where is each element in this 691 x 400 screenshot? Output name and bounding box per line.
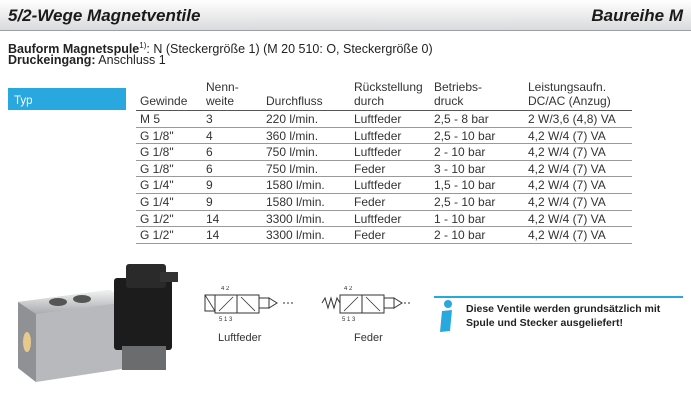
table-cell: 4,2 W/4 (7) VA	[528, 128, 606, 143]
pressure-label: Druckeingang:	[8, 53, 96, 67]
table-cell: G 1/4"	[140, 194, 174, 209]
table-cell: 6	[206, 161, 213, 176]
typ-header	[8, 88, 126, 110]
table-cell: G 1/8"	[140, 161, 174, 176]
table-cell: 750 l/min.	[266, 145, 319, 160]
table-cell: Feder	[354, 228, 386, 243]
table-row	[136, 194, 632, 211]
header-durchfluss: Durchfluss	[266, 94, 323, 108]
delivery-notice	[434, 296, 683, 336]
pressure-info	[8, 53, 166, 68]
notice-text	[466, 302, 660, 330]
table-cell: G 1/2"	[140, 211, 174, 226]
table-cell: M 5	[140, 112, 161, 126]
table-cell: Luftfeder	[354, 211, 402, 226]
table-cell: 220 l/min.	[266, 112, 319, 126]
header-bar	[0, 0, 691, 31]
table-cell: 2,5 - 10 bar	[434, 194, 496, 209]
table-row	[136, 227, 632, 244]
header-leistung: Leistungsaufn. DC/AC (Anzug)	[528, 80, 611, 108]
table-cell: 2 W/3,6 (4,8) VA	[528, 112, 616, 126]
typ-label: Typ	[14, 95, 33, 107]
table-cell: 4,2 W/4 (7) VA	[528, 211, 606, 226]
table-row	[136, 161, 632, 178]
table-cell: G 1/4"	[140, 178, 174, 193]
table-cell: 4,2 W/4 (7) VA	[528, 194, 606, 209]
table-cell: Feder	[354, 161, 386, 176]
table-row	[136, 177, 632, 194]
table-row	[136, 111, 632, 128]
table-cell: Luftfeder	[354, 178, 402, 193]
table-cell: 6	[206, 145, 213, 160]
table-cell: 14	[206, 228, 220, 243]
air-spring-label: Luftfeder	[218, 332, 262, 344]
header-nennweite: Nenn- weite	[206, 80, 239, 108]
table-cell: G 1/8"	[140, 145, 174, 160]
header-betriebsdruck: Betriebs- druck	[434, 80, 483, 108]
notice-line-2: Spule und Stecker ausgeliefert!	[466, 317, 623, 329]
pressure-value: Anschluss 1	[95, 53, 166, 67]
table-header-row	[136, 78, 632, 111]
table-cell: G 1/2"	[140, 228, 174, 243]
table-cell: 1 - 10 bar	[434, 211, 486, 226]
svg-text:5 1 3: 5 1 3	[219, 317, 233, 322]
table-cell: 14	[206, 211, 220, 226]
air-spring-symbol	[203, 286, 295, 322]
table-cell: 3	[206, 112, 213, 126]
table-cell: Luftfeder	[354, 145, 402, 160]
table-cell: 2,5 - 10 bar	[434, 128, 496, 143]
table-cell: Luftfeder	[354, 128, 402, 143]
header-gewinde: Gewinde	[140, 94, 188, 108]
spring-symbol	[320, 286, 412, 322]
table-cell: 4,2 W/4 (7) VA	[528, 178, 606, 193]
svg-text:5 1 3: 5 1 3	[342, 317, 356, 322]
valve-product-image	[10, 260, 200, 385]
spring-label: Feder	[354, 332, 383, 344]
table-cell: 4,2 W/4 (7) VA	[528, 228, 606, 243]
table-row	[136, 211, 632, 228]
table-cell: 2 - 10 bar	[434, 228, 486, 243]
table-cell: 9	[206, 178, 213, 193]
table-cell: 4,2 W/4 (7) VA	[528, 145, 606, 160]
table-cell: 3300 l/min.	[266, 228, 325, 243]
table-row	[136, 144, 632, 161]
table-cell: 4	[206, 128, 213, 143]
table-cell: Feder	[354, 194, 386, 209]
svg-text:4 2: 4 2	[221, 286, 230, 292]
table-cell: 360 l/min.	[266, 128, 319, 143]
table-cell: 9	[206, 194, 213, 209]
table-cell: 3 - 10 bar	[434, 161, 486, 176]
table-cell: Luftfeder	[354, 112, 402, 126]
table-row	[136, 128, 632, 145]
series-title: Baureihe M	[591, 6, 683, 25]
table-cell: 1580 l/min.	[266, 178, 325, 193]
table-cell: 4,2 W/4 (7) VA	[528, 161, 606, 176]
header-rueckstellung: Rückstellung durch	[354, 80, 423, 108]
notice-line-1: Diese Ventile werden grundsätzlich mit	[466, 303, 661, 315]
table-cell: 3300 l/min.	[266, 211, 325, 226]
table-cell: 750 l/min.	[266, 161, 319, 176]
svg-text:4 2: 4 2	[344, 286, 353, 292]
coil-label: Bauform Magnetspule	[8, 42, 140, 57]
coil-footnote: 1)	[139, 41, 147, 50]
table-cell: 2,5 - 8 bar	[434, 112, 489, 126]
table-cell: 1580 l/min.	[266, 194, 325, 209]
info-icon	[436, 299, 458, 333]
page-title: 5/2-Wege Magnetventile	[8, 6, 201, 25]
coil-value: : N (Steckergröße 1) (M 20 510: O, Steckergröße 0)	[146, 42, 433, 57]
table-cell: 2 - 10 bar	[434, 145, 486, 160]
valve-table	[136, 78, 632, 244]
table-cell: 1,5 - 10 bar	[434, 178, 496, 193]
table-cell: G 1/8"	[140, 128, 174, 143]
